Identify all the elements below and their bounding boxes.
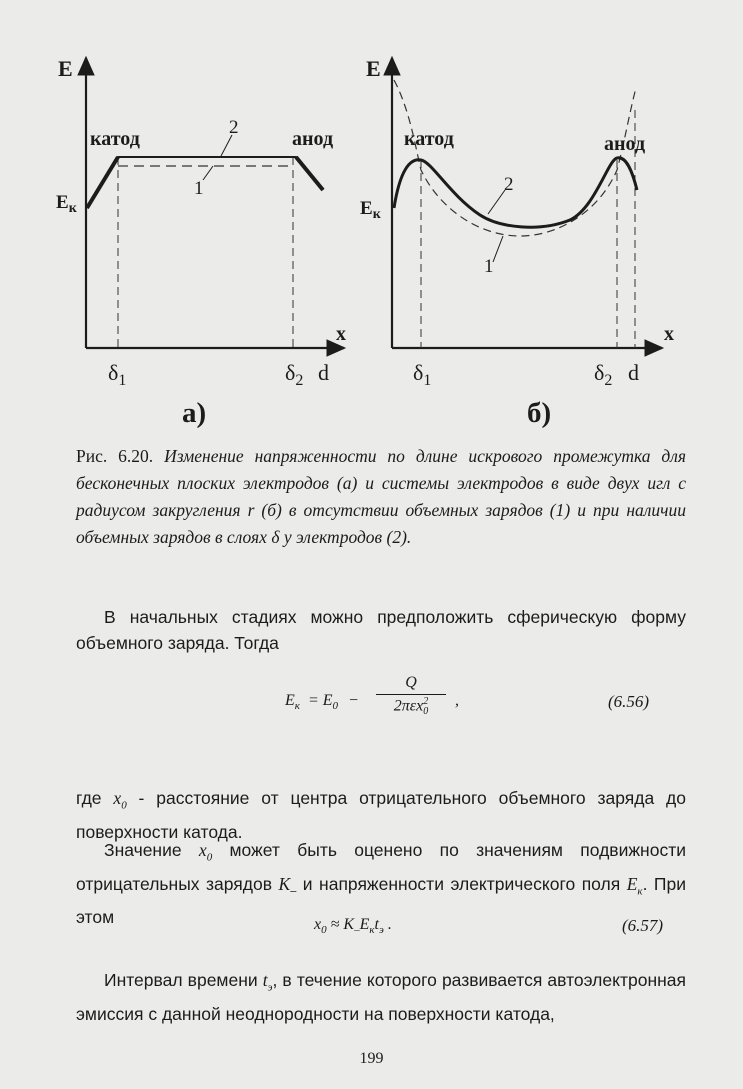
panel-b-x-label: x [664, 323, 674, 345]
panel-a-d-tick: d [318, 360, 329, 385]
equation-6-56 [0, 672, 743, 742]
panel-b-anode-label: анод [604, 133, 646, 155]
eq656-comma: , [455, 692, 459, 709]
panel-b-caption: б) [527, 397, 552, 429]
eq656-fraction [376, 674, 446, 717]
eq657-body: $x_0 \approx K_-E_кt_э$ . [314, 916, 392, 937]
figure-caption-label: Рис. 6.20. [76, 446, 154, 466]
panel-b-delta2-tick: $\delta_2$ [594, 360, 613, 389]
panel-b-delta1-tick: $\delta_1$ [413, 360, 432, 389]
paragraph-4: Интервал времени $t_э$, в течение которого развивается автоэлектронная эмиссия с данной неоднородности на поверхности катода, [76, 970, 686, 1024]
panel-b-ek-label: $E_к$ [360, 198, 381, 222]
panel-a-cathode-layer [87, 157, 118, 208]
panel-a-e-label: E [58, 56, 73, 81]
panel-a-anode-layer [296, 157, 323, 190]
panel-a-graph [56, 56, 346, 429]
panel-a-leader-1 [203, 166, 213, 180]
panel-a-anode-label: анод [292, 128, 334, 150]
panel-b-d-tick: d [628, 360, 639, 385]
panel-a-curve-2 [87, 157, 323, 208]
eq656-denominator: 2πεx 2 0 [393, 696, 429, 717]
figure-caption [76, 443, 686, 551]
panel-a-caption: а) [182, 397, 207, 429]
page-number: 199 [359, 1050, 384, 1067]
panel-a-delta2-tick: $\delta_2$ [285, 360, 304, 389]
panel-a-x-label: x [336, 323, 346, 345]
eq656-fraction-bar [376, 694, 446, 695]
panel-b-graph [360, 56, 674, 429]
panel-b-e-label: E [366, 56, 381, 81]
eq656-number: (6.56) [608, 692, 650, 711]
panel-b-leader-1 [493, 236, 503, 262]
equation-6-57 [0, 912, 743, 942]
paragraph-1: В начальных стадиях можно предположить сферическую форму объемного заряда. Тогда [76, 607, 686, 653]
figure-caption-text: Изменение напряженности по длине искрового промежутка для бесконечных плоских электродов (а) и системы электродов в виде двух игл с радиусом закругления r (б) в отсутствии объемных зарядов (1) и при наличии объемных зарядов в слоях δ у электродов (2). [76, 446, 686, 547]
eq656-lhs: $E_к = E_0$ − [285, 692, 359, 713]
paragraph-3: Значение $x_0$ может быть оценено по значениям подвижности отрицательных зарядов $K_-$ и напряженности электрического поля $E_к$. При этом [76, 840, 686, 927]
paragraph-2: где $x_0$ - расстояние от центра отрицательного объемного заряда до поверхности катода. [76, 788, 686, 842]
panel-b-curve-2 [394, 158, 637, 227]
panel-b-leader-2 [488, 190, 505, 214]
panel-a-leader-2 [221, 135, 232, 156]
panel-b-curve-1 [394, 80, 636, 236]
panel-b-cathode-label: катод [404, 128, 454, 150]
panel-b-curve-2-label: 2 [504, 174, 514, 195]
panel-a-curve-2-label: 2 [229, 117, 239, 138]
panel-a-ek-label: $E_к$ [56, 192, 77, 216]
panel-a-curve-1-label: 1 [194, 178, 204, 199]
eq657-number: (6.57) [622, 916, 664, 935]
panel-a-cathode-label: катод [90, 128, 140, 150]
panel-a-delta1-tick: $\delta_1$ [108, 360, 127, 389]
eq656-numerator: Q [405, 674, 417, 691]
figure-6-20 [0, 0, 743, 440]
panel-b-curve-1-label: 1 [484, 256, 494, 277]
